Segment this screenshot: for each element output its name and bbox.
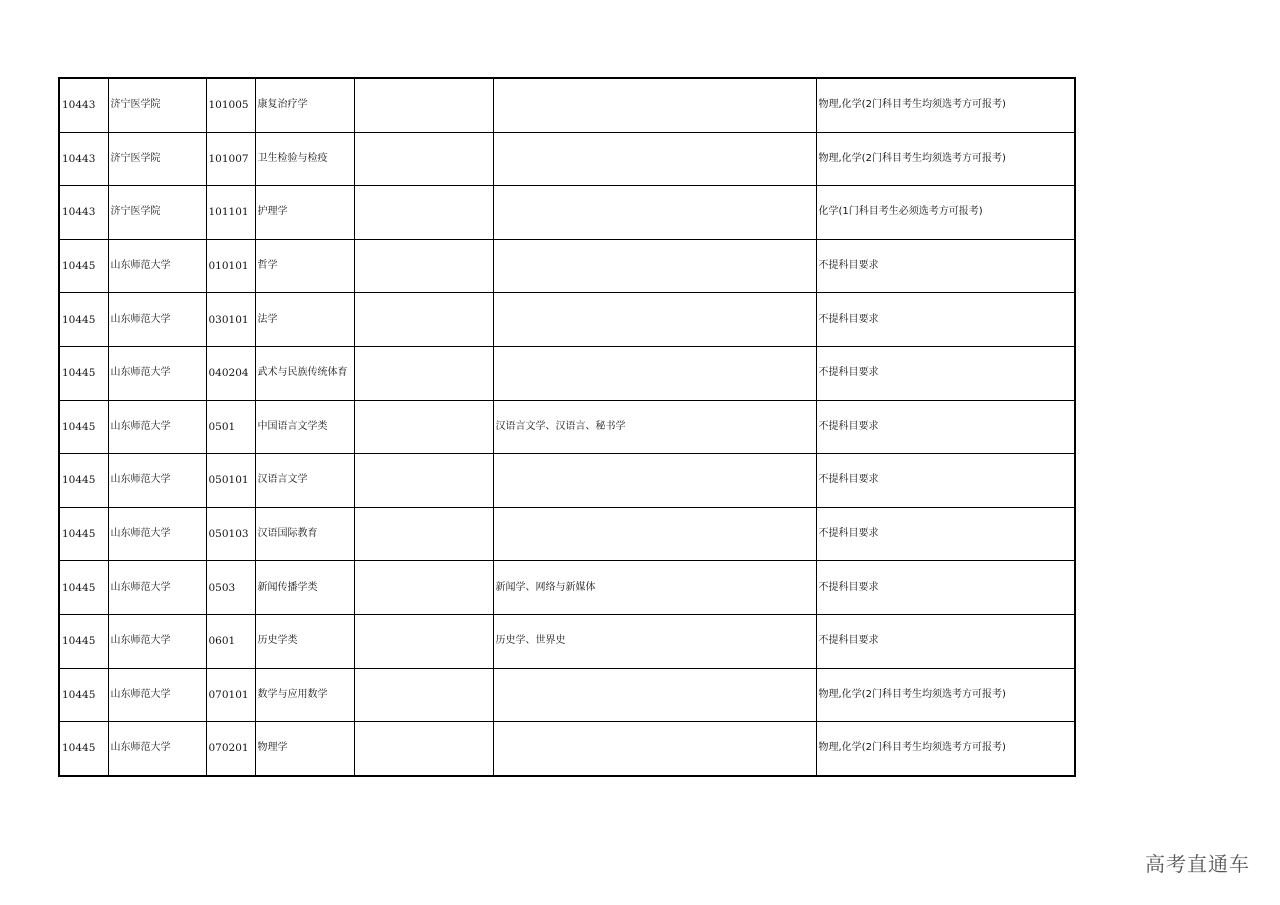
- cell-major-code: 040204: [206, 346, 255, 400]
- cell-subject-requirement: 不提科目要求: [816, 400, 1075, 454]
- cell-school-code: 10445: [59, 454, 108, 508]
- table-row: [59, 132, 1075, 186]
- cell-subject-requirement: 化学(1门科目考生必须选考方可报考): [816, 186, 1075, 240]
- cell-included-majors: [493, 722, 816, 776]
- table-row: [59, 293, 1075, 347]
- cell-included-majors: [493, 132, 816, 186]
- cell-major-name: 汉语言文学: [255, 454, 354, 508]
- table-row: [59, 454, 1075, 508]
- cell-school-name: 山东师范大学: [108, 722, 206, 776]
- table-row: [59, 561, 1075, 615]
- cell-major-code: 030101: [206, 293, 255, 347]
- cell-included-majors: [493, 293, 816, 347]
- cell-school-name: 山东师范大学: [108, 239, 206, 293]
- cell-included-majors: [493, 454, 816, 508]
- cell-blank: [354, 132, 493, 186]
- cell-school-code: 10445: [59, 614, 108, 668]
- cell-major-name: 汉语国际教育: [255, 507, 354, 561]
- cell-included-majors: [493, 507, 816, 561]
- cell-school-code: 10445: [59, 293, 108, 347]
- cell-subject-requirement: 不提科目要求: [816, 507, 1075, 561]
- table-row: [59, 400, 1075, 454]
- cell-subject-requirement: 物理,化学(2门科目考生均须选考方可报考): [816, 132, 1075, 186]
- table-row: [59, 722, 1075, 776]
- cell-major-name: 康复治疗学: [255, 78, 354, 132]
- cell-subject-requirement: 不提科目要求: [816, 561, 1075, 615]
- cell-major-name: 法学: [255, 293, 354, 347]
- cell-included-majors: [493, 668, 816, 722]
- cell-blank: [354, 454, 493, 508]
- cell-blank: [354, 239, 493, 293]
- table-row: [59, 614, 1075, 668]
- cell-included-majors: [493, 186, 816, 240]
- cell-major-code: 0501: [206, 400, 255, 454]
- cell-subject-requirement: 不提科目要求: [816, 454, 1075, 508]
- cell-included-majors: [493, 346, 816, 400]
- cell-major-name: 护理学: [255, 186, 354, 240]
- cell-school-name: 山东师范大学: [108, 507, 206, 561]
- cell-school-code: 10445: [59, 561, 108, 615]
- cell-blank: [354, 346, 493, 400]
- cell-school-code: 10445: [59, 507, 108, 561]
- cell-school-name: 济宁医学院: [108, 78, 206, 132]
- cell-subject-requirement: 不提科目要求: [816, 293, 1075, 347]
- cell-blank: [354, 722, 493, 776]
- cell-school-name: 山东师范大学: [108, 561, 206, 615]
- cell-subject-requirement: 物理,化学(2门科目考生均须选考方可报考): [816, 78, 1075, 132]
- cell-subject-requirement: 物理,化学(2门科目考生均须选考方可报考): [816, 668, 1075, 722]
- cell-major-code: 0601: [206, 614, 255, 668]
- cell-major-code: 070201: [206, 722, 255, 776]
- cell-major-name: 物理学: [255, 722, 354, 776]
- cell-major-name: 新闻传播学类: [255, 561, 354, 615]
- watermark-text: 高考直通车: [1145, 852, 1250, 876]
- cell-major-code: 010101: [206, 239, 255, 293]
- cell-subject-requirement: 物理,化学(2门科目考生均须选考方可报考): [816, 722, 1075, 776]
- cell-school-name: 山东师范大学: [108, 614, 206, 668]
- cell-school-code: 10443: [59, 78, 108, 132]
- table-row: [59, 346, 1075, 400]
- cell-school-name: 山东师范大学: [108, 346, 206, 400]
- cell-subject-requirement: 不提科目要求: [816, 346, 1075, 400]
- cell-blank: [354, 668, 493, 722]
- cell-school-name: 山东师范大学: [108, 454, 206, 508]
- cell-major-name: 哲学: [255, 239, 354, 293]
- cell-included-majors: [493, 78, 816, 132]
- cell-school-code: 10443: [59, 186, 108, 240]
- cell-blank: [354, 400, 493, 454]
- cell-major-name: 历史学类: [255, 614, 354, 668]
- cell-school-code: 10445: [59, 239, 108, 293]
- cell-included-majors: 历史学、世界史: [493, 614, 816, 668]
- cell-major-code: 070101: [206, 668, 255, 722]
- cell-school-code: 10445: [59, 668, 108, 722]
- table-body: [59, 78, 1075, 776]
- cell-subject-requirement: 不提科目要求: [816, 614, 1075, 668]
- cell-school-code: 10445: [59, 400, 108, 454]
- cell-school-name: 济宁医学院: [108, 132, 206, 186]
- cell-major-code: 050103: [206, 507, 255, 561]
- cell-major-code: 101007: [206, 132, 255, 186]
- cell-school-name: 济宁医学院: [108, 186, 206, 240]
- cell-included-majors: 汉语言文学、汉语言、秘书学: [493, 400, 816, 454]
- cell-included-majors: [493, 239, 816, 293]
- table-row: [59, 239, 1075, 293]
- cell-school-name: 山东师范大学: [108, 668, 206, 722]
- cell-major-code: 101005: [206, 78, 255, 132]
- table-row: [59, 78, 1075, 132]
- cell-blank: [354, 507, 493, 561]
- cell-school-code: 10445: [59, 346, 108, 400]
- cell-major-name: 中国语言文学类: [255, 400, 354, 454]
- cell-blank: [354, 614, 493, 668]
- table-row: [59, 668, 1075, 722]
- cell-blank: [354, 561, 493, 615]
- cell-blank: [354, 186, 493, 240]
- cell-school-name: 山东师范大学: [108, 400, 206, 454]
- cell-subject-requirement: 不提科目要求: [816, 239, 1075, 293]
- cell-major-code: 0503: [206, 561, 255, 615]
- requirements-table: [58, 77, 1076, 777]
- cell-major-code: 101101: [206, 186, 255, 240]
- cell-major-name: 武术与民族传统体育: [255, 346, 354, 400]
- cell-blank: [354, 78, 493, 132]
- cell-school-code: 10443: [59, 132, 108, 186]
- table-row: [59, 186, 1075, 240]
- cell-school-name: 山东师范大学: [108, 293, 206, 347]
- cell-blank: [354, 293, 493, 347]
- cell-included-majors: 新闻学、网络与新媒体: [493, 561, 816, 615]
- table-row: [59, 507, 1075, 561]
- cell-school-code: 10445: [59, 722, 108, 776]
- cell-major-name: 卫生检验与检疫: [255, 132, 354, 186]
- cell-major-name: 数学与应用数学: [255, 668, 354, 722]
- cell-major-code: 050101: [206, 454, 255, 508]
